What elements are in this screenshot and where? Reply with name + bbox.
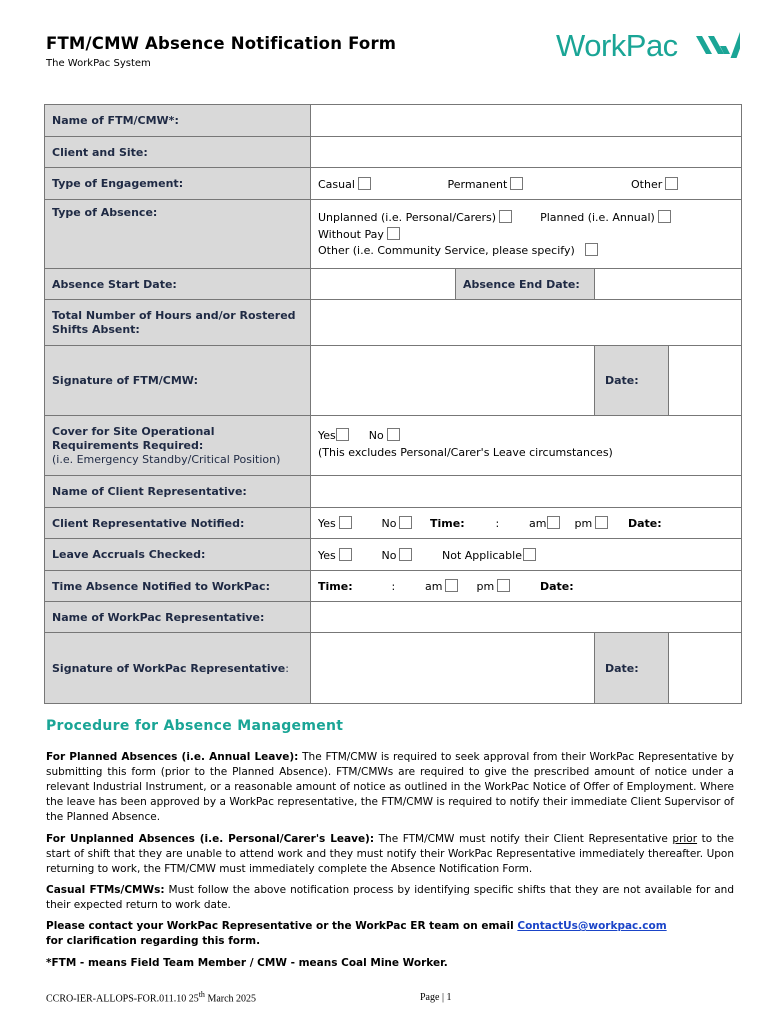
permanent-checkbox[interactable]: [510, 177, 523, 190]
document-code-text: CCRO-IER-ALLOPS-FOR.011.10 25: [46, 993, 199, 1005]
workpac-rep-name-field[interactable]: [311, 602, 742, 633]
crn-am-label: am: [529, 517, 547, 530]
planned-paragraph: [46, 750, 734, 825]
crn-yes-label: Yes: [318, 517, 336, 530]
la-na-checkbox[interactable]: [523, 548, 536, 561]
engagement-label: Type of Engagement:: [45, 168, 311, 200]
total-hours-label: Total Number of Hours and/or Rostered Shifts Absent:: [45, 300, 311, 346]
client-rep-notified-options: [311, 508, 742, 539]
client-rep-name-label: Name of Client Representative:: [45, 476, 311, 508]
planned-heading: For Planned Absences (i.e. Annual Leave):: [46, 751, 299, 763]
signature-label: Signature of FTM/CMW:: [45, 346, 311, 416]
other-engagement-checkbox[interactable]: [665, 177, 678, 190]
workpac-rep-sig-colon: :: [285, 661, 289, 675]
contact-text: Please contact your WorkPac Representative or the WorkPac ER team on email: [46, 920, 518, 932]
contact-text-b: for clarification regarding this form.: [46, 935, 261, 947]
crn-time-colon: :: [495, 517, 500, 530]
cover-yes-checkbox[interactable]: [336, 428, 349, 441]
signature-date-label: Date:: [595, 346, 669, 415]
leave-accruals-label: Leave Accruals Checked:: [45, 539, 311, 571]
signature-field[interactable]: [311, 346, 595, 416]
unplanned-text-b: to the start of shift that they are unable to attend work and they must notify their WorkPac Representative immediately thereafter. Upon returning to work, the FTM/CMW must immediately complete the Absence Notification Form.: [46, 833, 734, 875]
tn-time-label: Time:: [318, 580, 353, 593]
tn-am-label: am: [425, 580, 443, 593]
crn-no-label: No: [381, 517, 397, 530]
tn-time-colon: :: [391, 580, 396, 593]
casual-label: Casual: [318, 177, 355, 191]
document-code: [46, 990, 256, 1004]
contact-email-link[interactable]: ContactUs@workpac.com: [517, 920, 667, 932]
crn-pm-checkbox[interactable]: [595, 516, 608, 529]
cover-no-checkbox[interactable]: [387, 428, 400, 441]
crn-pm-label: pm: [574, 517, 593, 530]
start-date-label: Absence Start Date:: [45, 269, 311, 300]
cover-note: (This excludes Personal/Carer's Leave circumstances): [318, 445, 613, 459]
client-site-label: Client and Site:: [45, 137, 311, 168]
other-engagement-label: Other: [631, 177, 663, 191]
cover-options: [311, 416, 742, 476]
other-absence-checkbox[interactable]: [585, 243, 598, 256]
crn-am-checkbox[interactable]: [547, 516, 560, 529]
workpac-rep-date-field[interactable]: [669, 633, 741, 703]
cover-label: [45, 416, 311, 476]
crn-date-label: Date:: [628, 517, 662, 530]
end-date-label: Absence End Date:: [456, 269, 595, 300]
workpac-rep-sig-label-text: Signature of WorkPac Representative: [52, 661, 286, 675]
tn-pm-checkbox[interactable]: [497, 579, 510, 592]
unplanned-paragraph: [46, 832, 734, 877]
unplanned-label: Unplanned (i.e. Personal/Carers): [318, 211, 497, 225]
form-subtitle: The WorkPac System: [46, 58, 151, 69]
client-rep-name-field[interactable]: [311, 476, 742, 508]
casual-checkbox[interactable]: [358, 177, 371, 190]
other-absence-label: Other (i.e. Community Service, please specify): [318, 244, 575, 258]
planned-label: Planned (i.e. Annual): [540, 211, 655, 225]
document-code-tail: March 2025: [204, 993, 257, 1005]
la-no-label: No: [381, 548, 397, 562]
signature-date-field[interactable]: [669, 346, 741, 415]
workpac-logo: [556, 26, 740, 70]
planned-checkbox[interactable]: [658, 210, 671, 223]
logo-mark-icon: [696, 32, 740, 62]
leave-accruals-options: [311, 539, 742, 571]
start-date-field[interactable]: [311, 269, 456, 300]
cover-no-label: No: [368, 429, 384, 442]
crn-time-label: Time:: [430, 517, 465, 530]
crn-no-checkbox[interactable]: [399, 516, 412, 529]
absence-form-table: [44, 104, 742, 704]
unplanned-heading: For Unplanned Absences (i.e. Personal/Carer's Leave):: [46, 833, 375, 845]
la-yes-label: Yes: [318, 548, 336, 562]
cover-label-line2: Requirements Required:: [52, 438, 204, 452]
unplanned-checkbox[interactable]: [499, 210, 512, 223]
absence-type-options: [311, 200, 742, 269]
workpac-rep-sig-label: [45, 633, 311, 704]
name-field[interactable]: [311, 105, 742, 137]
casual-heading: Casual FTMs/CMWs:: [46, 884, 165, 896]
permanent-label: Permanent: [447, 177, 508, 191]
without-pay-label: Without Pay: [318, 227, 384, 241]
signature-date-cell: [595, 346, 742, 416]
planned-text: The FTM/CMW is required to seek approval from their WorkPac Representative by submitting this form (prior to the Planned Absence). FTM/CMWs are required to give the prescribed amount of notice under a relevant Industrial Instrument, or a reasonable amount of notice as outlined in the WorkPac Notice of Offer of Employment. Where the leave has been approved by a WorkPac representative, the FTM/CMW is required to notify their immediate Client Supervisor of the Planned Absence.: [46, 751, 734, 823]
client-rep-notified-label: Client Representative Notified:: [45, 508, 311, 539]
crn-yes-checkbox[interactable]: [339, 516, 352, 529]
tn-am-checkbox[interactable]: [445, 579, 458, 592]
workpac-rep-name-label: Name of WorkPac Representative:: [45, 602, 311, 633]
unplanned-prior: prior: [672, 833, 698, 845]
workpac-rep-date-label: Date:: [595, 633, 669, 703]
logo-text: WorkPac: [556, 28, 678, 63]
cover-yes-label: Yes: [318, 429, 336, 442]
contact-paragraph: [46, 919, 734, 949]
la-no-checkbox[interactable]: [399, 548, 412, 561]
workpac-rep-sig-field[interactable]: [311, 633, 595, 704]
tn-pm-label: pm: [476, 580, 495, 593]
page-number: Page | 1: [420, 992, 452, 1003]
total-hours-field[interactable]: [311, 300, 742, 346]
name-label: Name of FTM/CMW*:: [45, 105, 311, 137]
footnote: *FTM - means Field Team Member / CMW - means Coal Mine Worker.: [46, 957, 448, 969]
absence-type-label: Type of Absence:: [45, 200, 311, 269]
casual-text: Must follow the above notification process by identifying specific shifts that they are not available for and their expected return to work date.: [46, 884, 734, 911]
la-na-label: Not Applicable: [442, 548, 522, 562]
engagement-options: [311, 168, 742, 200]
without-pay-checkbox[interactable]: [387, 227, 400, 240]
casual-paragraph: [46, 883, 734, 913]
la-yes-checkbox[interactable]: [339, 548, 352, 561]
cover-label-note: (i.e. Emergency Standby/Critical Position): [52, 452, 281, 466]
time-notified-options: [311, 571, 742, 602]
workpac-rep-date-cell: [595, 633, 742, 704]
procedure-title: Procedure for Absence Management: [46, 718, 344, 734]
document-code-sup: th: [198, 990, 205, 999]
tn-date-label: Date:: [540, 580, 574, 593]
cover-label-line1: Cover for Site Operational: [52, 424, 215, 438]
time-notified-label: Time Absence Notified to WorkPac:: [45, 571, 311, 602]
end-date-field[interactable]: [595, 269, 742, 300]
form-title: FTM/CMW Absence Notification Form: [46, 34, 397, 53]
client-site-field[interactable]: [311, 137, 742, 168]
unplanned-text-a: The FTM/CMW must notify their Client Representative: [374, 833, 673, 845]
